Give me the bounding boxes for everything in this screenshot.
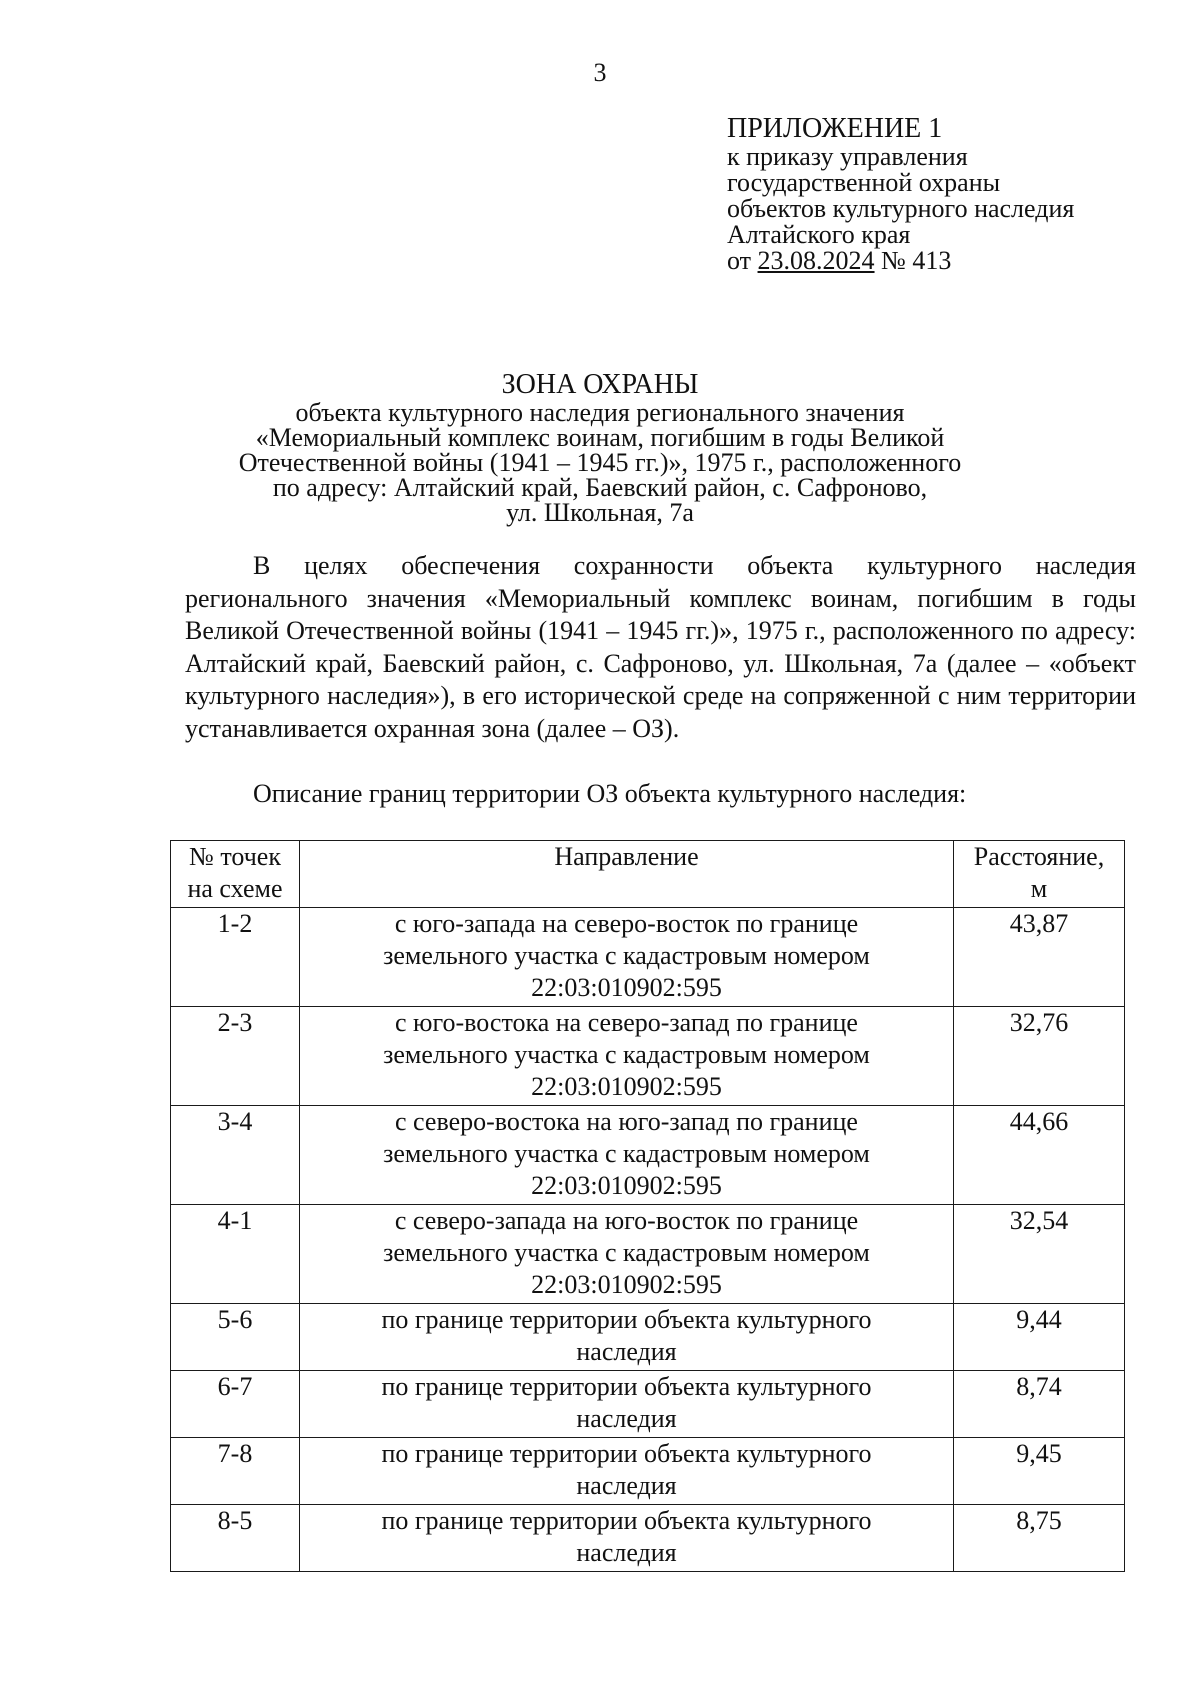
direction-line: земельного участка с кадастровым номером <box>383 941 870 970</box>
page-number: 3 <box>593 58 607 87</box>
direction-line: земельного участка с кадастровым номером <box>383 1139 870 1168</box>
direction-line: по границе территории объекта культурного <box>381 1439 872 1468</box>
cell-points: 6-7 <box>171 1371 300 1438</box>
direction-line: 22:03:010902:595 <box>531 973 722 1002</box>
cell-distance: 32,76 <box>954 1007 1125 1106</box>
direction-line: по границе территории объекта культурного <box>381 1305 872 1334</box>
direction-line: наследия <box>576 1471 677 1500</box>
table-row <box>171 1371 1125 1438</box>
cell-distance: 43,87 <box>954 908 1125 1007</box>
table-row <box>171 908 1125 1007</box>
cell-direction <box>300 1007 954 1106</box>
direction-line: 22:03:010902:595 <box>531 1270 722 1299</box>
table-row <box>171 1304 1125 1371</box>
direction-line: наследия <box>576 1337 677 1366</box>
zone-subtitle-line: по адресу: Алтайский край, Баевский район, с. Сафроново, <box>272 473 928 502</box>
direction-line: с юго-востока на северо-запад по границе <box>395 1008 858 1037</box>
cell-direction <box>300 1205 954 1304</box>
cell-distance: 9,44 <box>954 1304 1125 1371</box>
cell-direction <box>300 1371 954 1438</box>
header-distance-line: м <box>1030 874 1048 903</box>
cell-distance: 8,75 <box>954 1505 1125 1572</box>
cell-points: 3-4 <box>171 1106 300 1205</box>
appendix-line: к приказу управления <box>727 142 968 171</box>
zone-heading: ЗОНА ОХРАНЫ <box>501 369 699 400</box>
cell-distance: 9,45 <box>954 1438 1125 1505</box>
boundaries-table <box>170 840 1125 1572</box>
cell-distance: 32,54 <box>954 1205 1125 1304</box>
zone-title-block <box>0 370 1200 525</box>
table-header-row <box>171 841 1125 908</box>
cell-points: 2-3 <box>171 1007 300 1106</box>
zone-subtitle-line: «Мемориальный комплекс воинам, погибшим в годы Великой <box>255 423 945 452</box>
cell-distance: 8,74 <box>954 1371 1125 1438</box>
table-body <box>171 908 1125 1572</box>
header-points-line: на схеме <box>187 874 283 903</box>
direction-line: по границе территории объекта культурного <box>381 1372 872 1401</box>
description-heading: Описание границ территории ОЗ объекта культурного наследия: <box>253 779 967 808</box>
direction-line: земельного участка с кадастровым номером <box>383 1040 870 1069</box>
header-points <box>171 841 300 908</box>
direction-line: наследия <box>576 1404 677 1433</box>
number-prefix: № <box>881 246 906 275</box>
table-row <box>171 1438 1125 1505</box>
direction-line: земельного участка с кадастровым номером <box>383 1238 870 1267</box>
table-row <box>171 1106 1125 1205</box>
header-direction: Направление <box>300 841 954 908</box>
direction-line: 22:03:010902:595 <box>531 1072 722 1101</box>
appendix-line: государственной охраны <box>727 168 1001 197</box>
cell-direction <box>300 1505 954 1572</box>
header-points-line: № точек <box>189 842 281 871</box>
date-prefix: от <box>727 246 752 275</box>
cell-direction <box>300 908 954 1007</box>
header-distance-line: Расстояние, <box>973 842 1105 871</box>
header-distance <box>954 841 1125 908</box>
cell-points: 4-1 <box>171 1205 300 1304</box>
appendix-date-line <box>727 248 1074 274</box>
zone-subtitle-line: ул. Школьная, 7а <box>506 498 694 527</box>
cell-points: 7-8 <box>171 1438 300 1505</box>
table-row <box>171 1205 1125 1304</box>
order-date: 23.08.2024 <box>757 246 875 275</box>
cell-distance: 44,66 <box>954 1106 1125 1205</box>
table-row <box>171 1007 1125 1106</box>
direction-line: 22:03:010902:595 <box>531 1171 722 1200</box>
appendix-line: объектов культурного наследия <box>727 194 1075 223</box>
appendix-title: ПРИЛОЖЕНИЕ 1 <box>727 113 943 144</box>
cell-points: 1-2 <box>171 908 300 1007</box>
direction-line: наследия <box>576 1538 677 1567</box>
zone-subtitle-line: Отечественной войны (1941 – 1945 гг.)», 1975 г., расположенного <box>238 448 962 477</box>
direction-line: с северо-востока на юго-запад по границе <box>395 1107 858 1136</box>
cell-direction <box>300 1106 954 1205</box>
cell-points: 5-6 <box>171 1304 300 1371</box>
appendix-block <box>727 114 1074 274</box>
appendix-line: Алтайского края <box>727 220 911 249</box>
cell-direction <box>300 1438 954 1505</box>
direction-line: по границе территории объекта культурного <box>381 1506 872 1535</box>
zone-subtitle-line: объекта культурного наследия регионального значения <box>295 398 905 427</box>
cell-direction <box>300 1304 954 1371</box>
table-row <box>171 1505 1125 1572</box>
direction-line: с северо-запада на юго-восток по границе <box>394 1206 859 1235</box>
cell-points: 8-5 <box>171 1505 300 1572</box>
intro-paragraph: В целях обеспечения сохранности объекта культурного наследия регионального значения «Мемориальный комплекс воинам, погибшим в годы Великой Отечественной войны (1941 – 1945 гг.)», 1975 г., расположенного по адресу: Алтайский край, Баевский район, с. Сафроново, ул. Школьная, 7а (далее – «объект культурного наследия»), в его исторической среде на сопряженной с ним территории устанавливается охранная зона (далее – ОЗ). <box>185 551 1136 743</box>
direction-line: с юго-запада на северо-восток по границе <box>394 909 859 938</box>
order-number: 413 <box>912 246 952 275</box>
